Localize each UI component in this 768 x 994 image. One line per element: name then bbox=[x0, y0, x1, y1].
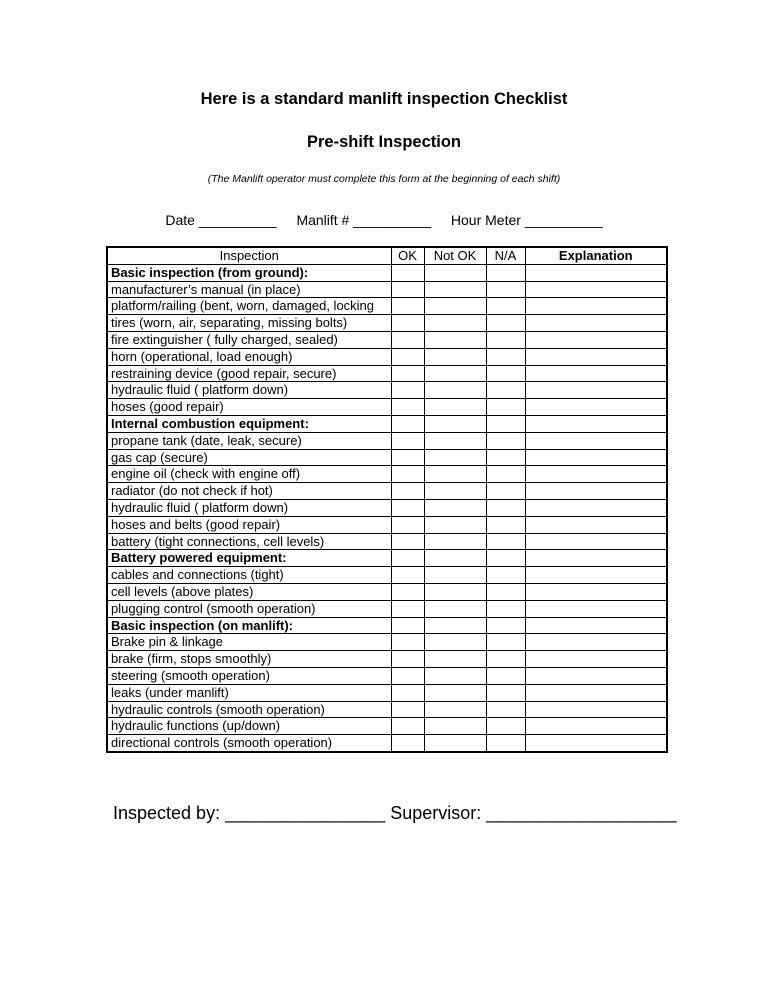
ok-cell[interactable] bbox=[391, 298, 424, 315]
section-row bbox=[107, 617, 667, 634]
explanation-cell[interactable] bbox=[525, 331, 667, 348]
table-row bbox=[107, 348, 667, 365]
explanation-cell[interactable] bbox=[525, 365, 667, 382]
ok-cell[interactable] bbox=[391, 466, 424, 483]
ok-cell[interactable] bbox=[391, 331, 424, 348]
inspection-item: hydraulic functions (up/down) bbox=[107, 718, 391, 735]
na-cell[interactable] bbox=[486, 516, 525, 533]
manlift-number-field[interactable]: Manlift # __________ bbox=[296, 212, 432, 228]
inspection-item: leaks (under manlift) bbox=[107, 684, 391, 701]
table-row bbox=[107, 281, 667, 298]
explanation-cell[interactable] bbox=[525, 735, 667, 752]
not-ok-cell[interactable] bbox=[424, 331, 486, 348]
table-row bbox=[107, 399, 667, 416]
inspection-item: cables and connections (tight) bbox=[107, 567, 391, 584]
na-cell[interactable] bbox=[486, 567, 525, 584]
ok-cell[interactable] bbox=[391, 365, 424, 382]
not-ok-cell[interactable] bbox=[424, 600, 486, 617]
na-cell[interactable] bbox=[486, 499, 525, 516]
ok-cell[interactable] bbox=[391, 634, 424, 651]
table-row bbox=[107, 449, 667, 466]
not-ok-cell[interactable] bbox=[424, 298, 486, 315]
explanation-cell[interactable] bbox=[525, 483, 667, 500]
table-row bbox=[107, 701, 667, 718]
not-ok-cell[interactable] bbox=[424, 432, 486, 449]
not-ok-cell[interactable] bbox=[424, 315, 486, 332]
explanation-cell[interactable] bbox=[525, 382, 667, 399]
na-cell[interactable] bbox=[486, 634, 525, 651]
not-ok-cell[interactable] bbox=[424, 634, 486, 651]
not-ok-cell[interactable] bbox=[424, 651, 486, 668]
explanation-cell[interactable] bbox=[525, 499, 667, 516]
table-row bbox=[107, 466, 667, 483]
explanation-cell[interactable] bbox=[525, 634, 667, 651]
inspection-item: radiator (do not check if hot) bbox=[107, 483, 391, 500]
not-ok-cell[interactable] bbox=[424, 684, 486, 701]
section-label: Basic inspection (on manlift): bbox=[107, 617, 391, 634]
table-row bbox=[107, 600, 667, 617]
inspection-item: manufacturer’s manual (in place) bbox=[107, 281, 391, 298]
explanation-cell[interactable] bbox=[525, 718, 667, 735]
not-ok-cell[interactable] bbox=[424, 449, 486, 466]
not-ok-cell[interactable] bbox=[424, 567, 486, 584]
ok-cell[interactable] bbox=[391, 701, 424, 718]
table-row bbox=[107, 684, 667, 701]
ok-cell[interactable] bbox=[391, 315, 424, 332]
ok-cell[interactable] bbox=[391, 667, 424, 684]
explanation-cell[interactable] bbox=[525, 583, 667, 600]
explanation-cell[interactable] bbox=[525, 449, 667, 466]
table-row bbox=[107, 718, 667, 735]
ok-cell[interactable] bbox=[391, 348, 424, 365]
inspection-item: directional controls (smooth operation) bbox=[107, 735, 391, 752]
not-ok-cell[interactable] bbox=[424, 617, 486, 634]
not-ok-cell[interactable] bbox=[424, 348, 486, 365]
ok-cell[interactable] bbox=[391, 483, 424, 500]
explanation-cell[interactable] bbox=[525, 432, 667, 449]
column-header-na: N/A bbox=[486, 247, 525, 264]
not-ok-cell[interactable] bbox=[424, 499, 486, 516]
na-cell[interactable] bbox=[486, 264, 525, 281]
not-ok-cell[interactable] bbox=[424, 550, 486, 567]
date-field[interactable]: Date __________ bbox=[165, 212, 277, 228]
explanation-cell[interactable] bbox=[525, 617, 667, 634]
na-cell[interactable] bbox=[486, 617, 525, 634]
not-ok-cell[interactable] bbox=[424, 466, 486, 483]
not-ok-cell[interactable] bbox=[424, 399, 486, 416]
ok-cell[interactable] bbox=[391, 516, 424, 533]
not-ok-cell[interactable] bbox=[424, 415, 486, 432]
inspection-item: engine oil (check with engine off) bbox=[107, 466, 391, 483]
inspected-by-field[interactable]: Inspected by: ________________ bbox=[113, 803, 386, 823]
not-ok-cell[interactable] bbox=[424, 382, 486, 399]
ok-cell[interactable] bbox=[391, 382, 424, 399]
not-ok-cell[interactable] bbox=[424, 516, 486, 533]
na-cell[interactable] bbox=[486, 432, 525, 449]
section-label: Internal combustion equipment: bbox=[107, 415, 391, 432]
ok-cell[interactable] bbox=[391, 567, 424, 584]
na-cell[interactable] bbox=[486, 483, 525, 500]
inspection-item: Brake pin & linkage bbox=[107, 634, 391, 651]
supervisor-field[interactable]: Supervisor: ___________________ bbox=[390, 803, 677, 823]
table-row bbox=[107, 432, 667, 449]
ok-cell[interactable] bbox=[391, 651, 424, 668]
na-cell[interactable] bbox=[486, 718, 525, 735]
column-header-ok: OK bbox=[391, 247, 424, 264]
na-cell[interactable] bbox=[486, 667, 525, 684]
table-row bbox=[107, 365, 667, 382]
column-header-explanation: Explanation bbox=[525, 247, 667, 264]
na-cell[interactable] bbox=[486, 583, 525, 600]
inspection-item: battery (tight connections, cell levels) bbox=[107, 533, 391, 550]
inspection-item: gas cap (secure) bbox=[107, 449, 391, 466]
explanation-cell[interactable] bbox=[525, 415, 667, 432]
ok-cell[interactable] bbox=[391, 399, 424, 416]
instruction-note: (The Manlift operator must complete this form at the beginning of each shift) bbox=[207, 173, 561, 185]
not-ok-cell[interactable] bbox=[424, 281, 486, 298]
ok-cell[interactable] bbox=[391, 617, 424, 634]
na-cell[interactable] bbox=[486, 701, 525, 718]
not-ok-cell[interactable] bbox=[424, 667, 486, 684]
na-cell[interactable] bbox=[486, 415, 525, 432]
inspection-item: propane tank (date, leak, secure) bbox=[107, 432, 391, 449]
na-cell[interactable] bbox=[486, 365, 525, 382]
not-ok-cell[interactable] bbox=[424, 365, 486, 382]
inspection-item: fire extinguisher ( fully charged, sealed) bbox=[107, 331, 391, 348]
na-cell[interactable] bbox=[486, 684, 525, 701]
section-label: Basic inspection (from ground): bbox=[107, 264, 391, 281]
explanation-cell[interactable] bbox=[525, 684, 667, 701]
ok-cell[interactable] bbox=[391, 449, 424, 466]
section-row bbox=[107, 415, 667, 432]
page-title: Here is a standard manlift inspection Checklist bbox=[200, 90, 568, 108]
explanation-cell[interactable] bbox=[525, 533, 667, 550]
not-ok-cell[interactable] bbox=[424, 718, 486, 735]
ok-cell[interactable] bbox=[391, 684, 424, 701]
inspection-item: plugging control (smooth operation) bbox=[107, 600, 391, 617]
explanation-cell[interactable] bbox=[525, 399, 667, 416]
explanation-cell[interactable] bbox=[525, 516, 667, 533]
not-ok-cell[interactable] bbox=[424, 533, 486, 550]
table-row bbox=[107, 315, 667, 332]
inspection-item: restraining device (good repair, secure) bbox=[107, 365, 391, 382]
na-cell[interactable] bbox=[486, 466, 525, 483]
not-ok-cell[interactable] bbox=[424, 583, 486, 600]
ok-cell[interactable] bbox=[391, 583, 424, 600]
table-row bbox=[107, 583, 667, 600]
inspection-item: tires (worn, air, separating, missing bolts) bbox=[107, 315, 391, 332]
section-row bbox=[107, 264, 667, 281]
ok-cell[interactable] bbox=[391, 432, 424, 449]
ok-cell[interactable] bbox=[391, 718, 424, 735]
na-cell[interactable] bbox=[486, 281, 525, 298]
explanation-cell[interactable] bbox=[525, 567, 667, 584]
explanation-cell[interactable] bbox=[525, 298, 667, 315]
na-cell[interactable] bbox=[486, 533, 525, 550]
inspection-item: brake (firm, stops smoothly) bbox=[107, 651, 391, 668]
explanation-cell[interactable] bbox=[525, 264, 667, 281]
na-cell[interactable] bbox=[486, 735, 525, 752]
ok-cell[interactable] bbox=[391, 499, 424, 516]
table-row bbox=[107, 331, 667, 348]
inspection-item: horn (operational, load enough) bbox=[107, 348, 391, 365]
na-cell[interactable] bbox=[486, 315, 525, 332]
na-cell[interactable] bbox=[486, 449, 525, 466]
form-subtitle: Pre-shift Inspection bbox=[306, 133, 462, 151]
ok-cell[interactable] bbox=[391, 415, 424, 432]
ok-cell[interactable] bbox=[391, 600, 424, 617]
ok-cell[interactable] bbox=[391, 550, 424, 567]
inspection-item: hydraulic fluid ( platform down) bbox=[107, 382, 391, 399]
inspection-item: steering (smooth operation) bbox=[107, 667, 391, 684]
explanation-cell[interactable] bbox=[525, 550, 667, 567]
table-row bbox=[107, 499, 667, 516]
inspection-item: platform/railing (bent, worn, damaged, locking bbox=[107, 298, 391, 315]
inspection-item: hydraulic fluid ( platform down) bbox=[107, 499, 391, 516]
table-row bbox=[107, 567, 667, 584]
inspection-item: hydraulic controls (smooth operation) bbox=[107, 701, 391, 718]
column-header-inspection: Inspection bbox=[107, 247, 391, 264]
column-header-not-ok: Not OK bbox=[424, 247, 486, 264]
na-cell[interactable] bbox=[486, 382, 525, 399]
explanation-cell[interactable] bbox=[525, 600, 667, 617]
table-row bbox=[107, 483, 667, 500]
table-row bbox=[107, 651, 667, 668]
table-header-row bbox=[107, 247, 667, 264]
na-cell[interactable] bbox=[486, 399, 525, 416]
table-row bbox=[107, 533, 667, 550]
na-cell[interactable] bbox=[486, 331, 525, 348]
table-row bbox=[107, 735, 667, 752]
ok-cell[interactable] bbox=[391, 264, 424, 281]
signoff-line bbox=[113, 803, 677, 824]
checklist-body bbox=[107, 264, 667, 752]
ok-cell[interactable] bbox=[391, 735, 424, 752]
explanation-cell[interactable] bbox=[525, 281, 667, 298]
na-cell[interactable] bbox=[486, 298, 525, 315]
section-label: Battery powered equipment: bbox=[107, 550, 391, 567]
table-row bbox=[107, 516, 667, 533]
explanation-cell[interactable] bbox=[525, 651, 667, 668]
not-ok-cell[interactable] bbox=[424, 701, 486, 718]
not-ok-cell[interactable] bbox=[424, 264, 486, 281]
inspection-item: cell levels (above plates) bbox=[107, 583, 391, 600]
header-fields bbox=[0, 212, 768, 228]
inspection-item: hoses (good repair) bbox=[107, 399, 391, 416]
table-row bbox=[107, 634, 667, 651]
not-ok-cell[interactable] bbox=[424, 735, 486, 752]
table-row bbox=[107, 382, 667, 399]
table-row bbox=[107, 298, 667, 315]
ok-cell[interactable] bbox=[391, 281, 424, 298]
ok-cell[interactable] bbox=[391, 533, 424, 550]
not-ok-cell[interactable] bbox=[424, 483, 486, 500]
explanation-cell[interactable] bbox=[525, 667, 667, 684]
explanation-cell[interactable] bbox=[525, 315, 667, 332]
explanation-cell[interactable] bbox=[525, 701, 667, 718]
inspection-table bbox=[106, 246, 668, 753]
explanation-cell[interactable] bbox=[525, 466, 667, 483]
table-row bbox=[107, 667, 667, 684]
na-cell[interactable] bbox=[486, 550, 525, 567]
hour-meter-field[interactable]: Hour Meter __________ bbox=[450, 212, 603, 228]
inspection-item: hoses and belts (good repair) bbox=[107, 516, 391, 533]
na-cell[interactable] bbox=[486, 348, 525, 365]
na-cell[interactable] bbox=[486, 600, 525, 617]
na-cell[interactable] bbox=[486, 651, 525, 668]
explanation-cell[interactable] bbox=[525, 348, 667, 365]
section-row bbox=[107, 550, 667, 567]
